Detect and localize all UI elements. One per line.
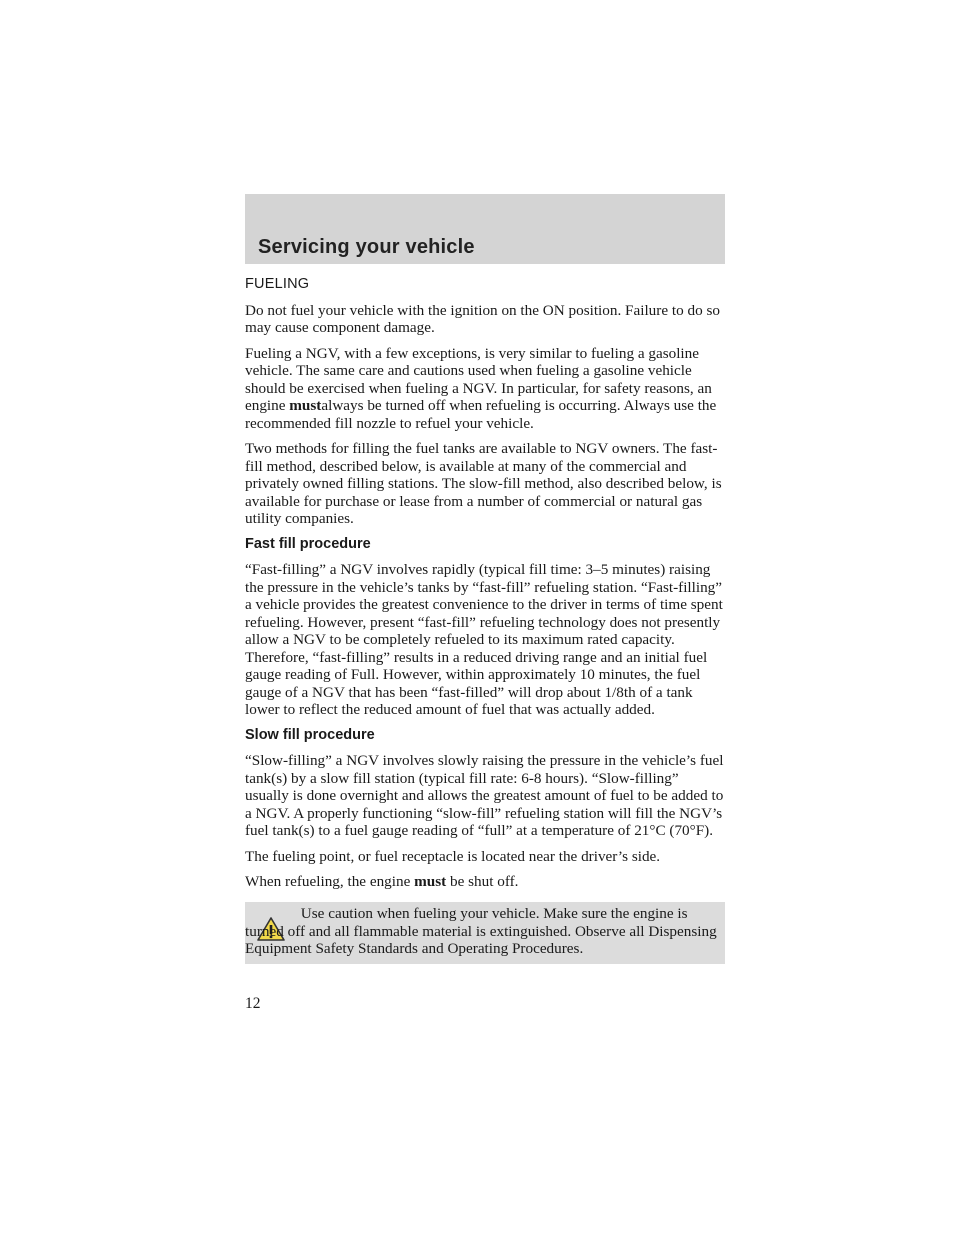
warning-text	[245, 905, 721, 958]
refuel-start: When refueling, the engine	[245, 873, 411, 890]
fast-fill-heading: Fast fill procedure	[245, 535, 371, 552]
slow-fill-paragraph: “Slow-filling” a NGV involves slowly raising the pressure in the vehicle’s fuel tank(s) by a slow fill station (typical fill rate: 6-8 hours). “Slow-filling” usually is done overnight and allows the greatest amount of fuel to be added to a NGV. A properly functioning “slow-fill” refueling station will fill the NGV’s fuel tank(s) to a fuel gauge reading of “full” at a temperature of 21°C (70°F).	[245, 752, 724, 839]
refuel-end: be shut off.	[449, 873, 519, 890]
slow-fill-heading: Slow fill procedure	[245, 726, 375, 743]
fueling-paragraph-ignition: Do not fuel your vehicle with the ignition on the ON position. Failure to do so may cause component damage.	[245, 301, 720, 336]
page-content	[245, 276, 725, 899]
emphasis-must: must	[289, 397, 322, 414]
page-number: 12	[245, 995, 261, 1012]
section-title: Servicing your vehicle	[258, 236, 475, 258]
refueling-paragraph	[245, 873, 725, 891]
fueling-point-paragraph: The fueling point, or fuel receptacle is located near the driver’s side.	[245, 847, 661, 865]
fueling-paragraph-methods: Two methods for filling the fuel tanks are available to NGV owners. The fast-fill method, described below, is available at many of the commercial and privately owned filling stations. The slow-fill method, also described below, is available for purchase or lease from a number of commercial or natural gas utility companies.	[245, 440, 722, 527]
fueling-heading: FUELING	[245, 276, 310, 292]
fueling-paragraph-ngv	[245, 345, 725, 433]
fueling-p2-end: always be turned off when refueling is occurring. Always use the recommended fill nozzle to refuel your vehicle.	[245, 397, 717, 432]
warning-text-content: Use caution when fueling your vehicle. Make sure the engine is turned off and all flammable material is extinguished. Observe all Dispensing Equipment Safety Standards and Operating Procedures.	[245, 905, 717, 957]
emphasis-must-refuel: must	[414, 873, 447, 890]
fueling-p2-start: Fueling a NGV, with a few exceptions, is very similar to fueling a gasoline vehicle. The same care and cautions used when fueling a gasoline vehicle should be exercised when fueling a NGV. In particular, for safety reasons, an engine	[245, 344, 712, 414]
fast-fill-paragraph: “Fast-filling” a NGV involves rapidly (typical fill time: 3–5 minutes) raising the pressure in the vehicle’s tanks by “fast-fill” refueling station. “Fast-filling” a vehicle provides the greatest convenience to the driver in terms of time spent refueling. However, present “fast-fill” refueling technology does not presently allow a NGV to be completely refueled to its maximum rated capacity. Therefore, “fast-filling” results in a reduced driving range and an initial fuel gauge reading of Full. However, within approximately 10 minutes, the fuel gauge of a NGV that has been “fast-filled” will drop about 1/8th of a tank lower to reflect the reduced amount of fuel that was actually added.	[245, 561, 723, 718]
warning-box	[245, 902, 725, 964]
